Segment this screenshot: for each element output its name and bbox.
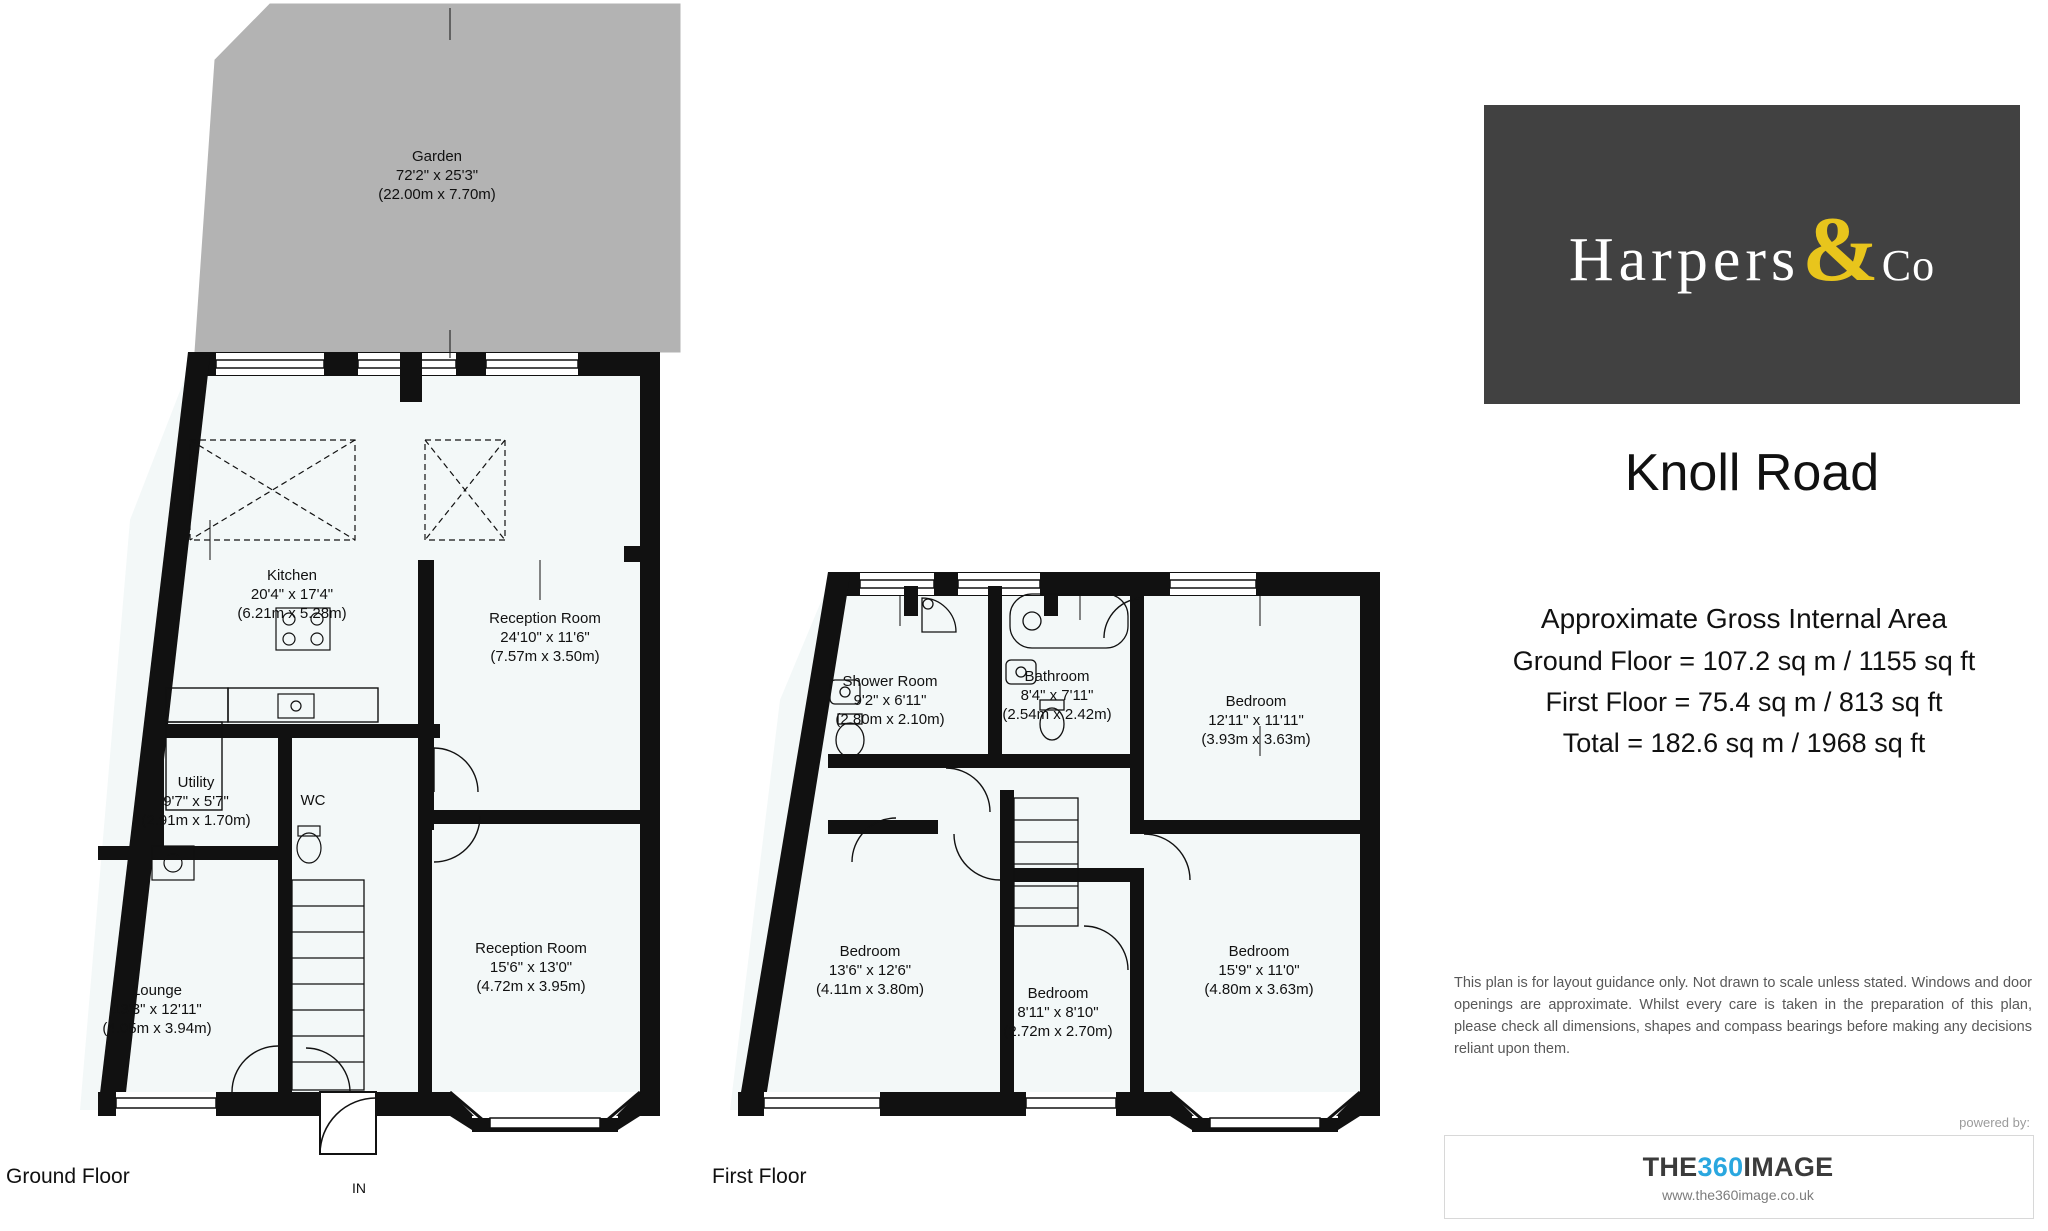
page-title: Knoll Road [1624, 444, 1880, 502]
room-metric: (4.72m x 3.95m) [476, 977, 586, 995]
room-label-garden [378, 148, 496, 204]
room-name: Bathroom [1024, 668, 1090, 685]
area-total: Total = 182.6 sq m / 1968 sq ft [1562, 727, 1926, 758]
room-metric: (4.11m x 3.80m) [815, 980, 925, 998]
area-heading: Approximate Gross Internal Area [1540, 603, 1948, 634]
room-imperial: 72'2" x 25'3" [395, 166, 479, 184]
first-bay-window [1170, 1092, 1360, 1132]
the360image-url[interactable]: www.the360image.co.uk [1662, 1187, 1814, 1203]
area-summary [1444, 598, 2044, 764]
room-imperial: 13'6" x 12'6" [828, 961, 912, 979]
room-name: Reception Room [489, 610, 601, 627]
room-name: Garden [411, 148, 463, 165]
room-imperial: 15'6" x 13'0" [489, 958, 573, 976]
room-label-lounge [102, 982, 211, 1038]
disclaimer-text: This plan is for layout guidance only. Not drawn to scale unless stated. Windows and door openings are approximate. Whilst every care is taken in the preparation of this plan, please check all dimensions, shapes and compass bearings before making any decisions reliant upon them. [1454, 975, 2032, 1058]
room-label-bedroom-1 [1201, 693, 1310, 749]
room-metric: (2.80m x 2.10m) [835, 710, 945, 728]
room-label-bathroom [1002, 668, 1111, 724]
room-label-reception-room-2 [475, 940, 587, 996]
room-imperial: 9'2" x 6'11" [853, 691, 927, 709]
room-name: Kitchen [266, 567, 318, 584]
lounge-window [116, 1092, 216, 1116]
room-imperial: 15'9" x 11'0" [1218, 961, 1300, 979]
brand-name-left: Harpers [1568, 226, 1801, 294]
room-label-bedroom-3 [1003, 985, 1112, 1041]
brand-ampersand: & [1802, 198, 1880, 300]
room-name: Reception Room [475, 940, 587, 957]
room-name: Bedroom [839, 943, 901, 960]
room-name: Shower Room [842, 673, 938, 690]
room-name: WC [300, 792, 326, 809]
room-name: Bedroom [1225, 693, 1287, 710]
bay-window [450, 1092, 640, 1132]
room-label-kitchen [237, 567, 346, 623]
first-floor-caption: First Floor [712, 1165, 807, 1188]
room-imperial: 20'4" x 17'4" [250, 585, 334, 603]
the360image-logo [1444, 1152, 2032, 1183]
room-label-utility [141, 774, 250, 830]
room-name: Bedroom [1228, 943, 1290, 960]
room-label-shower-room [835, 673, 944, 729]
area-ground: Ground Floor = 107.2 sq m / 1155 sq ft [1512, 645, 1976, 676]
room-metric: (4.05m x 3.94m) [102, 1019, 212, 1037]
room-imperial: 13'3" x 12'11" [112, 1000, 202, 1018]
room-label-bedroom-2 [816, 943, 924, 999]
room-label-wc [301, 792, 326, 811]
area-first: First Floor = 75.4 sq m / 813 sq ft [1545, 686, 1943, 717]
room-imperial: 24'10" x 11'6" [500, 628, 590, 646]
room-label-bedroom-4 [1204, 943, 1313, 999]
room-metric: (22.00m x 7.70m) [378, 185, 496, 203]
entrance-door [320, 1092, 376, 1154]
room-metric: (2.91m x 1.70m) [141, 811, 251, 829]
room-imperial: 9'7" x 5'7" [163, 792, 229, 810]
room-metric: (6.21m x 5.28m) [237, 604, 347, 622]
room-name: Bedroom [1027, 985, 1089, 1002]
logo-part-c: IMAGE [1743, 1152, 1834, 1182]
room-metric: (2.54m x 2.42m) [1002, 705, 1112, 723]
room-metric: (3.93m x 3.63m) [1201, 730, 1311, 748]
room-metric: (2.72m x 2.70m) [1003, 1022, 1113, 1040]
room-name: Utility [177, 774, 215, 791]
room-metric: (7.57m x 3.50m) [490, 647, 600, 665]
room-label-reception-room-1 [489, 610, 601, 666]
powered-by-label: powered by: [1959, 1115, 2030, 1130]
brand-wordmark [1568, 198, 1936, 300]
room-metric: (4.80m x 3.63m) [1204, 980, 1314, 998]
room-name: Lounge [131, 982, 183, 999]
room-imperial: 8'11" x 8'10" [1017, 1003, 1099, 1021]
room-imperial: 8'4" x 7'11" [1020, 686, 1094, 704]
entrance-label: IN [352, 1180, 366, 1196]
room-imperial: 12'11" x 11'11" [1208, 711, 1304, 729]
logo-part-a: THE [1642, 1152, 1698, 1182]
logo-part-b: 360 [1697, 1152, 1744, 1182]
brand-logo-box [1484, 105, 2020, 404]
brand-name-right: Co [1881, 241, 1936, 290]
ground-floor-caption: Ground Floor [6, 1165, 130, 1188]
